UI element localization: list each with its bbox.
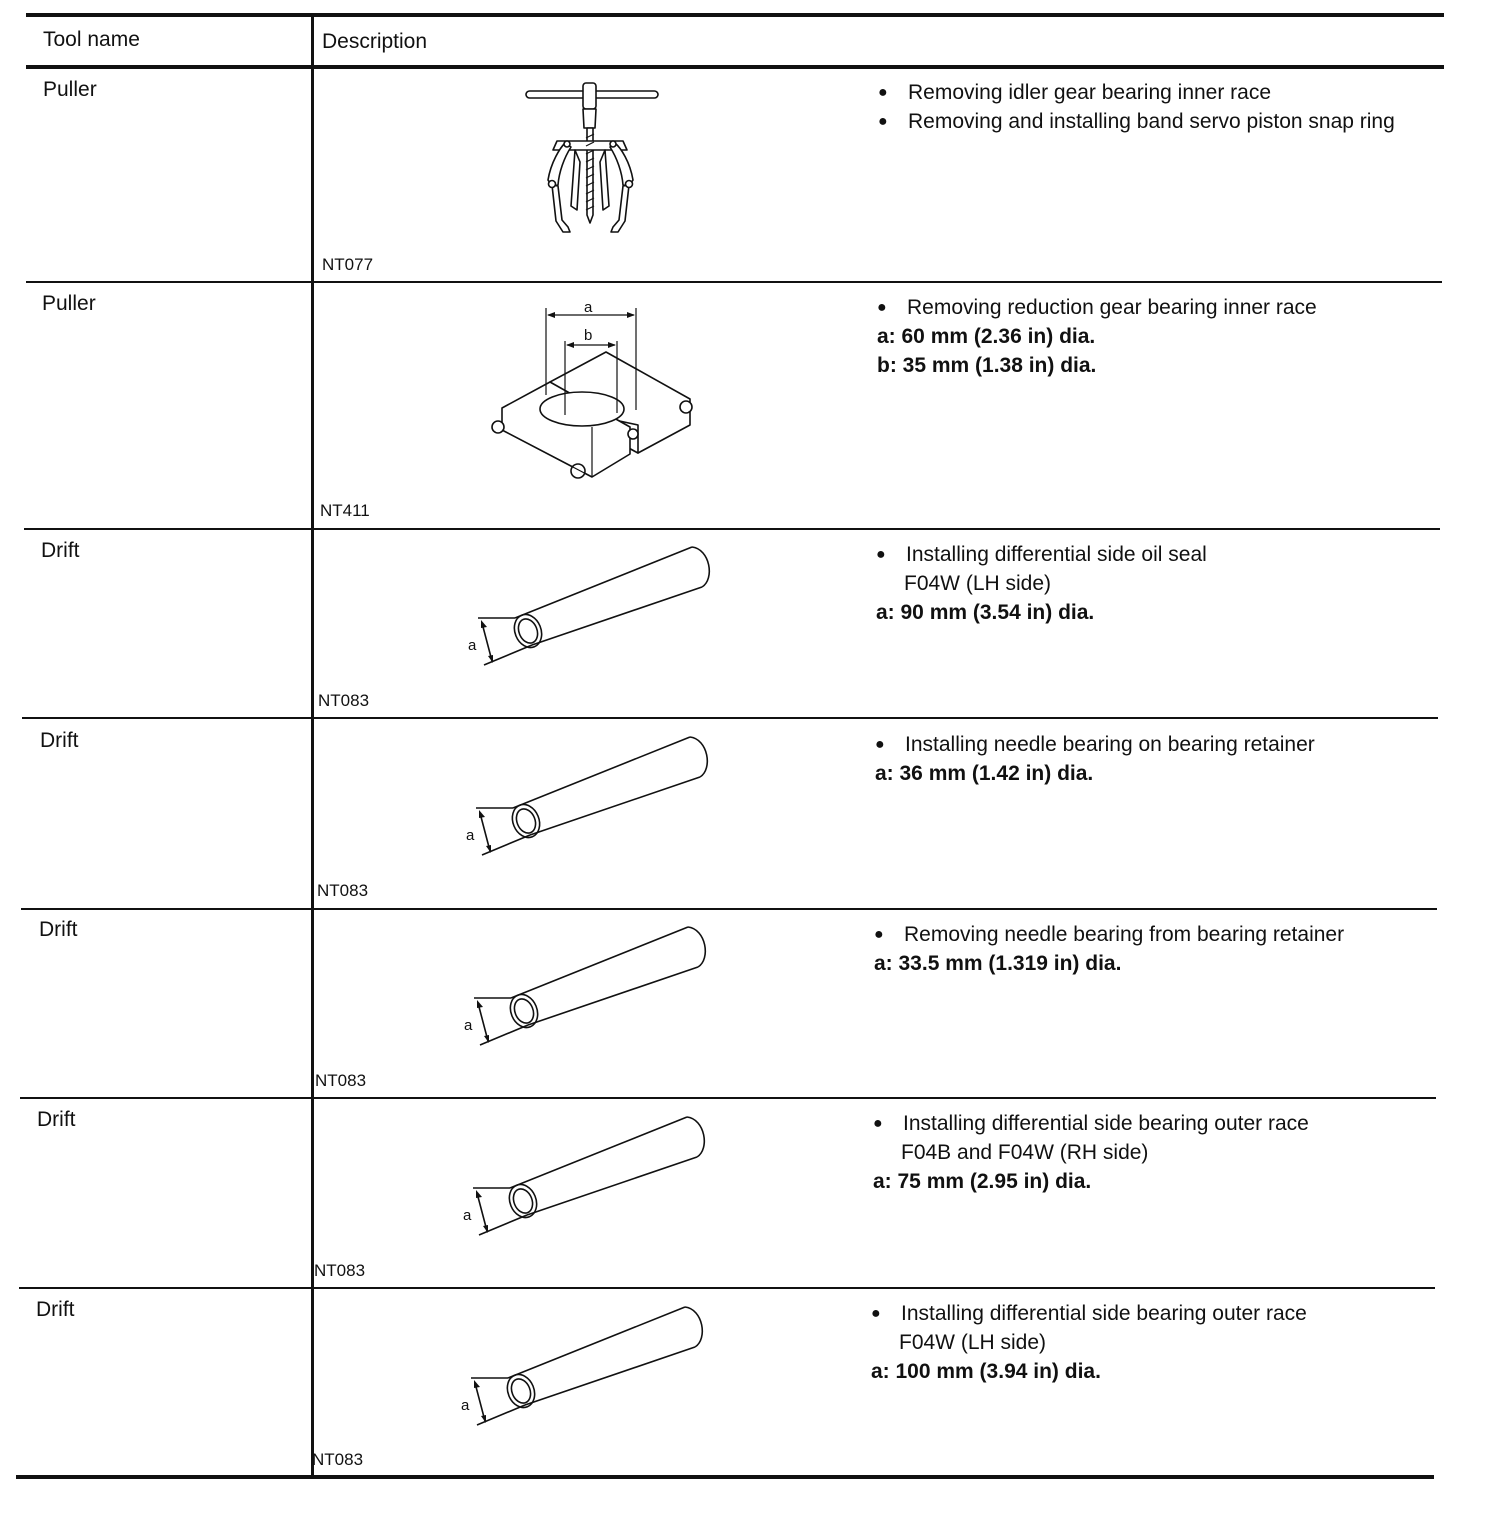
tool-description	[876, 540, 1456, 627]
drift-icon	[460, 545, 715, 670]
row-divider	[26, 281, 1442, 283]
dimension-spec: a: 100 mm (3.94 in) dia.	[871, 1360, 1101, 1383]
tool-description	[874, 920, 1454, 978]
dimension-spec: a: 75 mm (2.95 in) dia.	[873, 1170, 1092, 1193]
description-bullet: ● Installing needle bearing on bearing retainer	[875, 730, 1455, 759]
dimension-label-a: a	[466, 827, 475, 844]
tool-name: Drift	[37, 1108, 76, 1131]
tool-code: NT083	[314, 1261, 366, 1280]
tool-code: NT083	[312, 1450, 364, 1469]
dimension-spec: a: 33.5 mm (1.319 in) dia.	[874, 952, 1122, 975]
tool-name: Puller	[42, 292, 96, 315]
tool-name: Drift	[40, 729, 79, 752]
tool-name: Drift	[41, 539, 80, 562]
dimension-label-a: a	[468, 637, 477, 654]
table-bottom-rule	[16, 1475, 1434, 1479]
description-bullet: ● Installing differential side oil seal	[876, 540, 1456, 569]
drift-icon	[453, 1305, 708, 1430]
drift-icon	[458, 735, 713, 860]
dimension-spec: b: 35 mm (1.38 in) dia.	[877, 354, 1097, 377]
drift-icon	[456, 925, 711, 1050]
dimension-spec: a: 60 mm (2.36 in) dia.	[877, 325, 1096, 348]
dimension-label-a: a	[463, 1207, 472, 1224]
column-header-tool-name: Tool name	[43, 28, 140, 51]
tool-name: Drift	[36, 1298, 75, 1321]
description-bullet: ● Removing idler gear bearing inner race	[878, 78, 1458, 107]
tool-code: NT077	[322, 255, 374, 274]
tool-description	[877, 293, 1457, 380]
description-bullet: ● Installing differential side bearing outer race	[873, 1109, 1453, 1138]
row-divider	[22, 717, 1438, 719]
drift-icon	[455, 1115, 710, 1240]
header-bottom-rule	[26, 65, 1444, 69]
description-sub: F04W (LH side)	[899, 1331, 1047, 1354]
dimension-spec: a: 36 mm (1.42 in) dia.	[875, 762, 1094, 785]
column-header-description: Description	[322, 30, 428, 53]
dimension-label-a: a	[461, 1397, 470, 1414]
tool-name: Drift	[39, 918, 78, 941]
tool-description	[871, 1299, 1451, 1386]
description-bullet: ● Removing needle bearing from bearing retainer	[874, 920, 1454, 949]
tool-code: NT411	[320, 501, 370, 520]
bearing-puller-icon	[490, 295, 700, 485]
description-bullet: ● Installing differential side bearing outer race	[871, 1299, 1451, 1328]
description-bullet: ● Removing reduction gear bearing inner race	[877, 293, 1457, 322]
puller-icon	[520, 80, 665, 240]
dimension-label-b: b	[584, 327, 593, 344]
description-sub: F04B and F04W (RH side)	[901, 1141, 1149, 1164]
row-divider	[20, 1097, 1436, 1099]
tool-code: NT083	[315, 1071, 367, 1090]
tool-name: Puller	[43, 78, 97, 101]
description-bullet: ● Removing and installing band servo piston snap ring	[878, 107, 1453, 136]
dimension-label-a: a	[584, 299, 593, 316]
description-sub: F04W (LH side)	[904, 572, 1052, 595]
table-top-rule	[26, 13, 1444, 17]
tool-description	[875, 730, 1455, 788]
row-divider	[19, 1287, 1435, 1289]
row-divider	[24, 528, 1440, 530]
row-divider	[21, 908, 1437, 910]
dimension-spec: a: 90 mm (3.54 in) dia.	[876, 601, 1095, 624]
tool-code: NT083	[318, 691, 370, 710]
tool-description	[873, 1109, 1453, 1196]
dimension-label-a: a	[464, 1017, 473, 1034]
tool-code: NT083	[317, 881, 369, 900]
tool-description	[878, 78, 1458, 136]
column-divider	[311, 13, 314, 1477]
